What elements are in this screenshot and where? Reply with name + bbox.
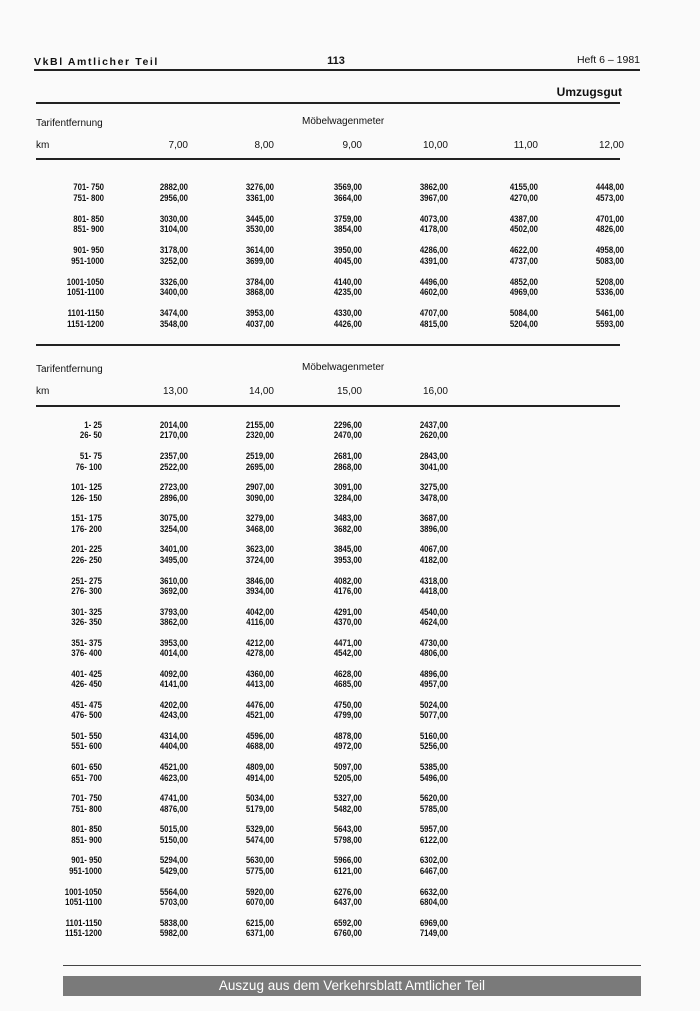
price-cell: 4602,00 bbox=[419, 287, 448, 298]
price-cell: 3846,00 bbox=[245, 575, 274, 587]
price-cell: 4278,00 bbox=[245, 648, 274, 660]
price-cell: 5097,00 bbox=[333, 762, 362, 774]
price-cell: 3276,00 bbox=[245, 182, 274, 193]
price-cell: 3178,00 bbox=[159, 245, 188, 256]
page-number: 113 bbox=[327, 55, 345, 67]
distance-range: 401- 425 bbox=[71, 668, 102, 680]
distance-range: 1151-1200 bbox=[65, 928, 102, 939]
price-cell: 4045,00 bbox=[333, 255, 362, 267]
price-cell: 3724,00 bbox=[245, 554, 274, 566]
price-cell: 4243,00 bbox=[159, 710, 188, 722]
price-cell: 2620,00 bbox=[419, 430, 448, 442]
distance-range: 1101-1150 bbox=[67, 308, 104, 319]
price-cell: 4969,00 bbox=[509, 287, 538, 298]
price-cell: 4116,00 bbox=[246, 617, 274, 628]
distance-range: 801- 850 bbox=[73, 213, 104, 225]
price-cell: 4413,00 bbox=[245, 679, 274, 691]
price-cell: 5084,00 bbox=[509, 308, 538, 319]
section-rule bbox=[36, 102, 620, 104]
distance-range: 126- 150 bbox=[71, 492, 102, 504]
price-cell: 2519,00 bbox=[245, 451, 274, 463]
price-cell: 5329,00 bbox=[245, 824, 274, 836]
distance-range: 1001-1050 bbox=[64, 886, 102, 898]
price-cell: 4622,00 bbox=[509, 245, 538, 256]
distance-range: 1101-1150 bbox=[65, 917, 102, 929]
price-cell: 4155,00 bbox=[509, 182, 538, 193]
price-cell: 4707,00 bbox=[419, 308, 448, 319]
price-cell: 4521,00 bbox=[159, 762, 188, 774]
price-cell: 4391,00 bbox=[419, 255, 448, 267]
price-cell: 6070,00 bbox=[245, 896, 274, 908]
table-1-bottom-rule bbox=[36, 344, 620, 346]
price-cell: 5034,00 bbox=[245, 793, 274, 805]
distance-range: 701- 750 bbox=[73, 182, 104, 193]
price-cell: 4370,00 bbox=[333, 617, 362, 628]
distance-range: 1- 25 bbox=[84, 420, 102, 431]
distance-range: 376- 400 bbox=[71, 648, 102, 660]
price-cell: 4270,00 bbox=[509, 192, 538, 204]
price-cell: 4140,00 bbox=[333, 276, 362, 288]
price-cell: 3610,00 bbox=[159, 575, 188, 587]
column-header: 10,00 bbox=[422, 140, 448, 151]
price-cell: 3950,00 bbox=[333, 245, 362, 256]
distance-range: 851- 900 bbox=[73, 224, 104, 235]
price-cell: 3400,00 bbox=[159, 287, 188, 298]
price-cell: 5205,00 bbox=[333, 772, 362, 784]
price-cell: 4521,00 bbox=[245, 710, 274, 722]
distance-range: 1151-1200 bbox=[67, 318, 104, 330]
price-cell: 4957,00 bbox=[419, 679, 448, 691]
price-cell: 5982,00 bbox=[159, 928, 188, 939]
header-rule bbox=[34, 69, 640, 71]
price-cell: 4182,00 bbox=[419, 554, 448, 566]
price-cell: 3699,00 bbox=[245, 255, 274, 267]
price-cell: 5838,00 bbox=[159, 917, 188, 929]
price-cell: 5083,00 bbox=[595, 255, 624, 267]
price-cell: 4685,00 bbox=[333, 679, 362, 691]
price-cell: 4092,00 bbox=[159, 668, 188, 680]
price-cell: 3445,00 bbox=[245, 213, 274, 225]
price-cell: 3896,00 bbox=[419, 523, 448, 535]
price-cell: 2296,00 bbox=[333, 420, 362, 431]
distance-range: 601- 650 bbox=[71, 762, 102, 774]
distance-range: 1051-1100 bbox=[67, 287, 104, 298]
price-cell: 4806,00 bbox=[419, 648, 448, 660]
price-cell: 4037,00 bbox=[245, 318, 274, 330]
price-cell: 4628,00 bbox=[333, 668, 362, 680]
distance-range: 51- 75 bbox=[79, 451, 102, 463]
price-cell: 4688,00 bbox=[245, 741, 274, 753]
price-cell: 5474,00 bbox=[245, 834, 274, 846]
price-cell: 3326,00 bbox=[159, 276, 188, 288]
price-cell: 3478,00 bbox=[419, 492, 448, 504]
price-cell: 6467,00 bbox=[419, 865, 448, 877]
distance-range: 151- 175 bbox=[71, 513, 102, 525]
distance-range: 201- 225 bbox=[71, 544, 102, 556]
price-cell: 4852,00 bbox=[509, 276, 538, 288]
distance-range: 751- 800 bbox=[71, 803, 102, 815]
price-cell: 5564,00 bbox=[159, 886, 188, 898]
distance-range: 751- 800 bbox=[73, 192, 104, 204]
distance-range: 501- 550 bbox=[71, 731, 102, 742]
price-cell: 6371,00 bbox=[245, 928, 274, 939]
price-cell: 4141,00 bbox=[159, 679, 188, 691]
price-cell: 5593,00 bbox=[595, 318, 624, 330]
price-cell: 4387,00 bbox=[509, 213, 538, 225]
distance-range: 1001-1050 bbox=[66, 276, 104, 288]
distance-range: 326- 350 bbox=[71, 617, 102, 628]
distance-range: 951-1000 bbox=[71, 255, 104, 267]
footer-banner: Auszug aus dem Verkehrsblatt Amtlicher Teil bbox=[63, 976, 641, 996]
price-cell: 3614,00 bbox=[245, 245, 274, 256]
price-cell: 6122,00 bbox=[419, 834, 448, 846]
price-cell: 3623,00 bbox=[245, 544, 274, 556]
price-cell: 3495,00 bbox=[159, 554, 188, 566]
price-cell: 4623,00 bbox=[159, 772, 188, 784]
distance-range: 451- 475 bbox=[71, 699, 102, 711]
column-header: 13,00 bbox=[162, 386, 188, 397]
price-cell: 3953,00 bbox=[245, 308, 274, 319]
price-cell: 3854,00 bbox=[333, 224, 362, 235]
price-cell: 4750,00 bbox=[333, 699, 362, 711]
price-cell: 3793,00 bbox=[159, 606, 188, 618]
price-cell: 3692,00 bbox=[159, 585, 188, 597]
price-cell: 4082,00 bbox=[333, 575, 362, 587]
price-cell: 4496,00 bbox=[419, 276, 448, 288]
price-cell: 2882,00 bbox=[159, 182, 188, 193]
column-header: 7,00 bbox=[168, 140, 188, 151]
price-cell: 5630,00 bbox=[245, 855, 274, 867]
price-cell: 4318,00 bbox=[419, 575, 448, 587]
distance-range: 251- 275 bbox=[71, 575, 102, 587]
price-cell: 4042,00 bbox=[245, 606, 274, 618]
column-header: 9,00 bbox=[342, 140, 362, 151]
column-label-volume: Möbelwagenmeter bbox=[302, 362, 385, 373]
price-cell: 2357,00 bbox=[159, 451, 188, 463]
price-cell: 4202,00 bbox=[159, 699, 188, 711]
price-cell: 4448,00 bbox=[595, 182, 624, 193]
price-cell: 5024,00 bbox=[419, 699, 448, 711]
price-cell: 4471,00 bbox=[333, 637, 362, 649]
price-cell: 5496,00 bbox=[419, 772, 448, 784]
price-cell: 5798,00 bbox=[333, 834, 362, 846]
price-cell: 3530,00 bbox=[245, 224, 274, 235]
price-cell: 4404,00 bbox=[159, 741, 188, 753]
price-cell: 4815,00 bbox=[419, 318, 448, 330]
distance-range: 1051-1100 bbox=[65, 896, 102, 908]
unit-km: km bbox=[36, 140, 50, 151]
price-cell: 2014,00 bbox=[159, 420, 188, 431]
price-cell: 3862,00 bbox=[159, 617, 188, 628]
section-title: Umzugsgut bbox=[556, 85, 622, 99]
price-cell: 4741,00 bbox=[159, 793, 188, 805]
distance-range: 551- 600 bbox=[71, 741, 102, 753]
price-cell: 2437,00 bbox=[419, 420, 448, 431]
column-label-distance: Tarifentfernung bbox=[36, 364, 103, 375]
price-cell: 4914,00 bbox=[245, 772, 274, 784]
price-cell: 5294,00 bbox=[159, 855, 188, 867]
price-cell: 5256,00 bbox=[419, 741, 448, 753]
column-header: 16,00 bbox=[422, 386, 448, 397]
distance-range: 101- 125 bbox=[71, 482, 102, 494]
header-underline bbox=[36, 158, 620, 160]
price-cell: 5920,00 bbox=[245, 886, 274, 898]
price-cell: 4896,00 bbox=[419, 668, 448, 680]
price-cell: 3845,00 bbox=[333, 544, 362, 556]
price-cell: 4809,00 bbox=[245, 762, 274, 774]
price-cell: 4476,00 bbox=[245, 699, 274, 711]
unit-km: km bbox=[36, 386, 50, 397]
price-cell: 3401,00 bbox=[159, 544, 188, 556]
price-cell: 5015,00 bbox=[159, 824, 188, 836]
price-cell: 6632,00 bbox=[419, 886, 448, 898]
header-underline bbox=[36, 405, 620, 407]
column-header: 15,00 bbox=[336, 386, 362, 397]
price-cell: 5482,00 bbox=[333, 803, 362, 815]
price-cell: 3279,00 bbox=[245, 513, 274, 525]
price-cell: 2320,00 bbox=[245, 430, 274, 442]
price-cell: 5703,00 bbox=[159, 896, 188, 908]
price-cell: 6215,00 bbox=[245, 917, 274, 929]
distance-range: 301- 325 bbox=[71, 606, 102, 618]
price-cell: 3483,00 bbox=[333, 513, 362, 525]
price-cell: 4540,00 bbox=[419, 606, 448, 618]
price-cell: 4701,00 bbox=[595, 213, 624, 225]
distance-range: 851- 900 bbox=[71, 834, 102, 846]
price-cell: 7149,00 bbox=[419, 928, 448, 939]
distance-range: 76- 100 bbox=[75, 461, 102, 473]
price-cell: 6592,00 bbox=[333, 917, 362, 929]
price-cell: 2956,00 bbox=[159, 192, 188, 204]
price-cell: 3967,00 bbox=[419, 192, 448, 204]
distance-range: 801- 850 bbox=[71, 824, 102, 836]
price-cell: 4730,00 bbox=[419, 637, 448, 649]
price-cell: 2723,00 bbox=[159, 482, 188, 494]
price-cell: 4799,00 bbox=[333, 710, 362, 722]
price-cell: 3474,00 bbox=[159, 308, 188, 319]
price-cell: 3862,00 bbox=[419, 182, 448, 193]
header-right: Heft 6 – 1981 bbox=[576, 54, 640, 66]
table-2 bbox=[36, 356, 622, 946]
price-cell: 3075,00 bbox=[159, 513, 188, 525]
price-cell: 4737,00 bbox=[509, 255, 538, 267]
price-cell: 3284,00 bbox=[333, 492, 362, 504]
price-cell: 4876,00 bbox=[159, 803, 188, 815]
price-cell: 2170,00 bbox=[159, 430, 188, 442]
price-cell: 2907,00 bbox=[245, 482, 274, 494]
price-cell: 5336,00 bbox=[595, 287, 624, 298]
price-cell: 4014,00 bbox=[159, 648, 188, 660]
price-cell: 4826,00 bbox=[595, 224, 624, 235]
price-cell: 6276,00 bbox=[333, 886, 362, 898]
column-header: 8,00 bbox=[254, 140, 274, 151]
price-cell: 3682,00 bbox=[333, 523, 362, 535]
column-label-volume: Möbelwagenmeter bbox=[302, 116, 385, 127]
table-1 bbox=[36, 110, 622, 340]
price-cell: 3091,00 bbox=[333, 482, 362, 494]
price-cell: 4958,00 bbox=[595, 245, 624, 256]
price-cell: 3934,00 bbox=[245, 585, 274, 597]
price-cell: 6302,00 bbox=[419, 855, 448, 867]
price-cell: 5150,00 bbox=[159, 834, 188, 846]
distance-range: 176- 200 bbox=[71, 523, 102, 535]
price-cell: 5204,00 bbox=[509, 318, 538, 330]
header-left: VkBl Amtlicher Teil bbox=[34, 56, 159, 68]
distance-range: 651- 700 bbox=[71, 772, 102, 784]
price-cell: 6969,00 bbox=[419, 917, 448, 929]
price-cell: 5966,00 bbox=[333, 855, 362, 867]
price-cell: 5643,00 bbox=[333, 824, 362, 836]
column-header: 12,00 bbox=[598, 140, 624, 151]
price-cell: 3468,00 bbox=[245, 523, 274, 535]
price-cell: 3041,00 bbox=[419, 461, 448, 473]
price-cell: 6437,00 bbox=[333, 896, 362, 908]
price-cell: 4624,00 bbox=[419, 617, 448, 628]
price-cell: 5957,00 bbox=[419, 824, 448, 836]
price-cell: 4235,00 bbox=[333, 287, 362, 298]
price-cell: 4176,00 bbox=[333, 585, 362, 597]
distance-range: 276- 300 bbox=[71, 585, 102, 597]
price-cell: 5385,00 bbox=[419, 762, 448, 774]
price-cell: 2155,00 bbox=[245, 420, 274, 431]
price-cell: 5160,00 bbox=[419, 731, 448, 742]
distance-range: 476- 500 bbox=[71, 710, 102, 722]
price-cell: 6121,00 bbox=[333, 865, 362, 877]
price-cell: 6760,00 bbox=[333, 928, 362, 939]
price-cell: 3548,00 bbox=[159, 318, 188, 330]
price-cell: 2695,00 bbox=[245, 461, 274, 473]
price-cell: 5620,00 bbox=[419, 793, 448, 805]
price-cell: 5775,00 bbox=[245, 865, 274, 877]
price-cell: 5327,00 bbox=[333, 793, 362, 805]
price-cell: 5429,00 bbox=[159, 865, 188, 877]
footer-rule bbox=[63, 965, 641, 966]
price-cell: 4067,00 bbox=[419, 544, 448, 556]
column-header: 14,00 bbox=[248, 386, 274, 397]
price-cell: 4212,00 bbox=[245, 637, 274, 649]
column-label-distance: Tarifentfernung bbox=[36, 118, 103, 129]
price-cell: 5208,00 bbox=[595, 276, 624, 288]
price-cell: 3687,00 bbox=[419, 513, 448, 525]
distance-range: 901- 950 bbox=[71, 855, 102, 867]
distance-range: 351- 375 bbox=[71, 637, 102, 649]
price-cell: 5461,00 bbox=[595, 308, 624, 319]
price-cell: 3090,00 bbox=[245, 492, 274, 504]
price-cell: 4878,00 bbox=[333, 731, 362, 742]
price-cell: 3030,00 bbox=[159, 213, 188, 225]
price-cell: 4286,00 bbox=[419, 245, 448, 256]
distance-range: 701- 750 bbox=[71, 793, 102, 805]
column-header: 11,00 bbox=[513, 140, 538, 151]
price-cell: 3254,00 bbox=[159, 523, 188, 535]
price-cell: 3784,00 bbox=[245, 276, 274, 288]
price-cell: 3953,00 bbox=[159, 637, 188, 649]
price-cell: 4418,00 bbox=[419, 585, 448, 597]
price-cell: 2522,00 bbox=[159, 461, 188, 473]
price-cell: 4573,00 bbox=[595, 192, 624, 204]
price-cell: 3361,00 bbox=[245, 192, 274, 204]
price-cell: 4426,00 bbox=[333, 318, 362, 330]
price-cell: 3104,00 bbox=[159, 224, 188, 235]
price-cell: 4360,00 bbox=[245, 668, 274, 680]
price-cell: 5179,00 bbox=[245, 803, 274, 815]
price-cell: 4596,00 bbox=[245, 731, 274, 742]
price-cell: 2868,00 bbox=[333, 461, 362, 473]
price-cell: 2681,00 bbox=[333, 451, 362, 463]
price-cell: 4073,00 bbox=[419, 213, 448, 225]
price-cell: 3759,00 bbox=[333, 213, 362, 225]
price-cell: 3664,00 bbox=[333, 192, 362, 204]
price-cell: 4542,00 bbox=[333, 648, 362, 660]
price-cell: 3252,00 bbox=[159, 255, 188, 267]
price-cell: 3275,00 bbox=[419, 482, 448, 494]
price-cell: 4972,00 bbox=[333, 741, 362, 753]
distance-range: 901- 950 bbox=[73, 245, 104, 256]
price-cell: 4178,00 bbox=[419, 224, 448, 235]
price-cell: 3953,00 bbox=[333, 554, 362, 566]
distance-range: 26- 50 bbox=[79, 430, 102, 442]
price-cell: 3868,00 bbox=[245, 287, 274, 298]
distance-range: 226- 250 bbox=[71, 554, 102, 566]
price-cell: 4314,00 bbox=[159, 731, 188, 742]
price-cell: 4502,00 bbox=[509, 224, 538, 235]
price-cell: 6804,00 bbox=[419, 896, 448, 908]
price-cell: 2470,00 bbox=[333, 430, 362, 442]
price-cell: 3569,00 bbox=[333, 182, 362, 193]
distance-range: 426- 450 bbox=[71, 679, 102, 691]
price-cell: 5785,00 bbox=[419, 803, 448, 815]
price-cell: 4291,00 bbox=[333, 606, 362, 618]
price-cell: 4330,00 bbox=[333, 308, 362, 319]
price-cell: 2843,00 bbox=[419, 451, 448, 463]
price-cell: 5077,00 bbox=[419, 710, 448, 722]
distance-range: 951-1000 bbox=[69, 865, 102, 877]
price-cell: 2896,00 bbox=[159, 492, 188, 504]
